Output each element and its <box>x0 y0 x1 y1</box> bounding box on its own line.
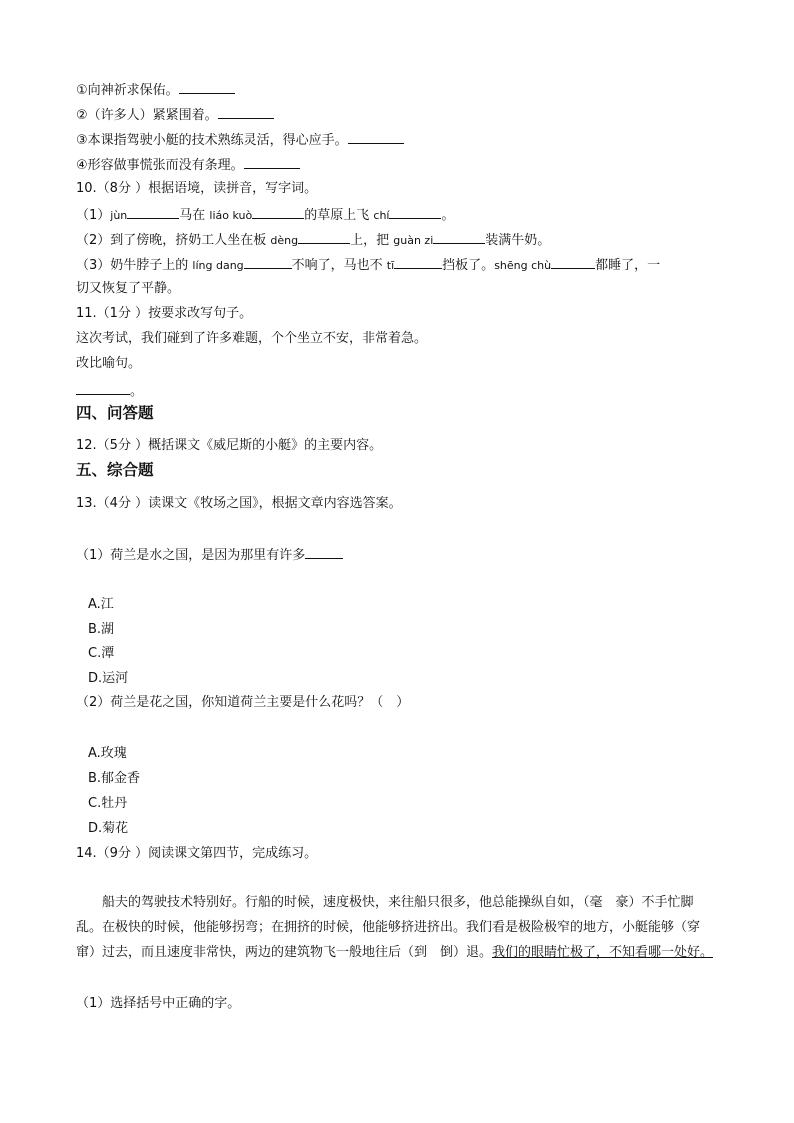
answer-blank[interactable] <box>218 105 274 119</box>
pinyin: jùn <box>110 209 128 222</box>
answer-blank[interactable] <box>305 545 343 559</box>
pinyin: shēng chù <box>494 259 552 272</box>
definition-line <box>76 80 235 100</box>
answer-blank[interactable] <box>244 255 292 269</box>
section-5-title: 五、综合题 <box>76 461 154 479</box>
answer-blank[interactable] <box>389 205 441 219</box>
option-c[interactable]: C.潭 <box>88 646 115 661</box>
question-11-stem: 11.（1分 ）按要求改写句子。 <box>76 306 253 321</box>
question-10-sentence-3 <box>76 255 660 275</box>
question-10-sentence-1 <box>76 205 454 225</box>
answer-blank[interactable] <box>76 381 130 395</box>
pinyin: tī <box>386 259 395 272</box>
question-14-stem: 14.（9分 ）阅读课文第四节，完成练习。 <box>76 846 318 861</box>
pinyin: guàn zi <box>393 234 434 247</box>
underlined-sentence: 我们的眼睛忙极了，不知看哪一处好。 <box>492 945 714 960</box>
sentence-text: 的草原上飞 <box>304 208 374 223</box>
option-b[interactable]: B.湖 <box>88 622 115 637</box>
pinyin: dèng <box>270 234 299 247</box>
question-12-stem: 12.（5分 ）概括课文《威尼斯的小艇》的主要内容。 <box>76 438 383 453</box>
sentence-text: 。 <box>441 208 455 223</box>
section-4-title: 四、问答题 <box>76 404 154 422</box>
question-10-stem: 10.（8分 ）根据语境，读拼音，写字词。 <box>76 181 318 196</box>
answer-blank[interactable] <box>244 155 300 169</box>
sentence-text: 都睡了，一 <box>595 258 661 273</box>
option-a[interactable]: A.江 <box>88 597 114 612</box>
definition-line <box>76 130 404 150</box>
sentence-text: 马在 <box>179 208 210 223</box>
sentence-text: 不响了，马也不 <box>291 258 387 273</box>
question-11-sentence: 这次考试，我们碰到了许多难题，个个坐立不安，非常着急。 <box>76 331 428 346</box>
sentence-text: 上，把 <box>350 233 394 248</box>
sentence-text: 挡板了。 <box>442 258 495 273</box>
definition-line <box>76 155 300 175</box>
answer-blank[interactable] <box>252 205 304 219</box>
question-10-sentence-2 <box>76 230 550 250</box>
option-a[interactable]: A.玫瑰 <box>88 746 127 761</box>
definition-text: ①向神祈求保佑。 <box>76 83 179 98</box>
answer-blank[interactable] <box>298 230 350 244</box>
sub-question-text: （1）荷兰是水之国，是因为那里有许多 <box>76 548 306 563</box>
question-14-sub-1: （1）选择括号中正确的字。 <box>76 996 241 1011</box>
answer-blank[interactable] <box>394 255 442 269</box>
question-13-sub-1 <box>76 545 343 565</box>
reading-passage <box>76 890 716 965</box>
sentence-end: 。 <box>130 384 144 399</box>
definition-text: ③本课指驾驶小艇的技术熟练灵活，得心应手。 <box>76 133 348 148</box>
sentence-text: （3）奶牛脖子上的 <box>76 258 193 273</box>
answer-blank[interactable] <box>179 80 235 94</box>
pinyin: liáo kuò <box>209 209 253 222</box>
question-11-instruction: 改比喻句。 <box>76 356 142 371</box>
pinyin: chí <box>373 209 390 222</box>
sentence-text: （2）到了傍晚，挤奶工人坐在板 <box>76 233 271 248</box>
option-d[interactable]: D.菊花 <box>88 821 129 836</box>
question-10-sentence-3-cont: 切又恢复了平静。 <box>76 281 181 296</box>
question-11-answer <box>76 381 143 401</box>
definition-text: ④形容做事慌张而没有条理。 <box>76 158 244 173</box>
answer-blank[interactable] <box>433 230 485 244</box>
answer-blank[interactable] <box>127 205 179 219</box>
question-13-sub-2: （2）荷兰是花之国，你知道荷兰主要是什么花吗？（ ） <box>76 695 410 710</box>
answer-blank[interactable] <box>551 255 595 269</box>
sentence-text: 装满牛奶。 <box>485 233 551 248</box>
question-13-stem: 13.（4分 ）读课文《牧场之国》，根据文章内容选答案。 <box>76 496 402 511</box>
definition-text: ②（许多人）紧紧围着。 <box>76 108 218 123</box>
option-c[interactable]: C.牡丹 <box>88 796 128 811</box>
definition-line <box>76 105 274 125</box>
option-b[interactable]: B.郁金香 <box>88 771 141 786</box>
pinyin: líng dang <box>192 259 244 272</box>
sentence-text: （1） <box>76 208 111 223</box>
passage-text: 船夫的驾驶技术特别好。行船的时候，速度极快，来往船只很多，他总能操纵自如，（毫 豪）不手忙脚乱。在极快的时候，他能够拐弯；在拥挤的时候，他能够挤进挤出。我们看是极险极窄的地方，小艇能够（穿 窜）过去，而且速度非常快，两边的建筑物飞一般地往后（到 倒）退。 <box>76 895 714 960</box>
option-d[interactable]: D.运河 <box>88 671 129 686</box>
answer-blank[interactable] <box>348 130 404 144</box>
